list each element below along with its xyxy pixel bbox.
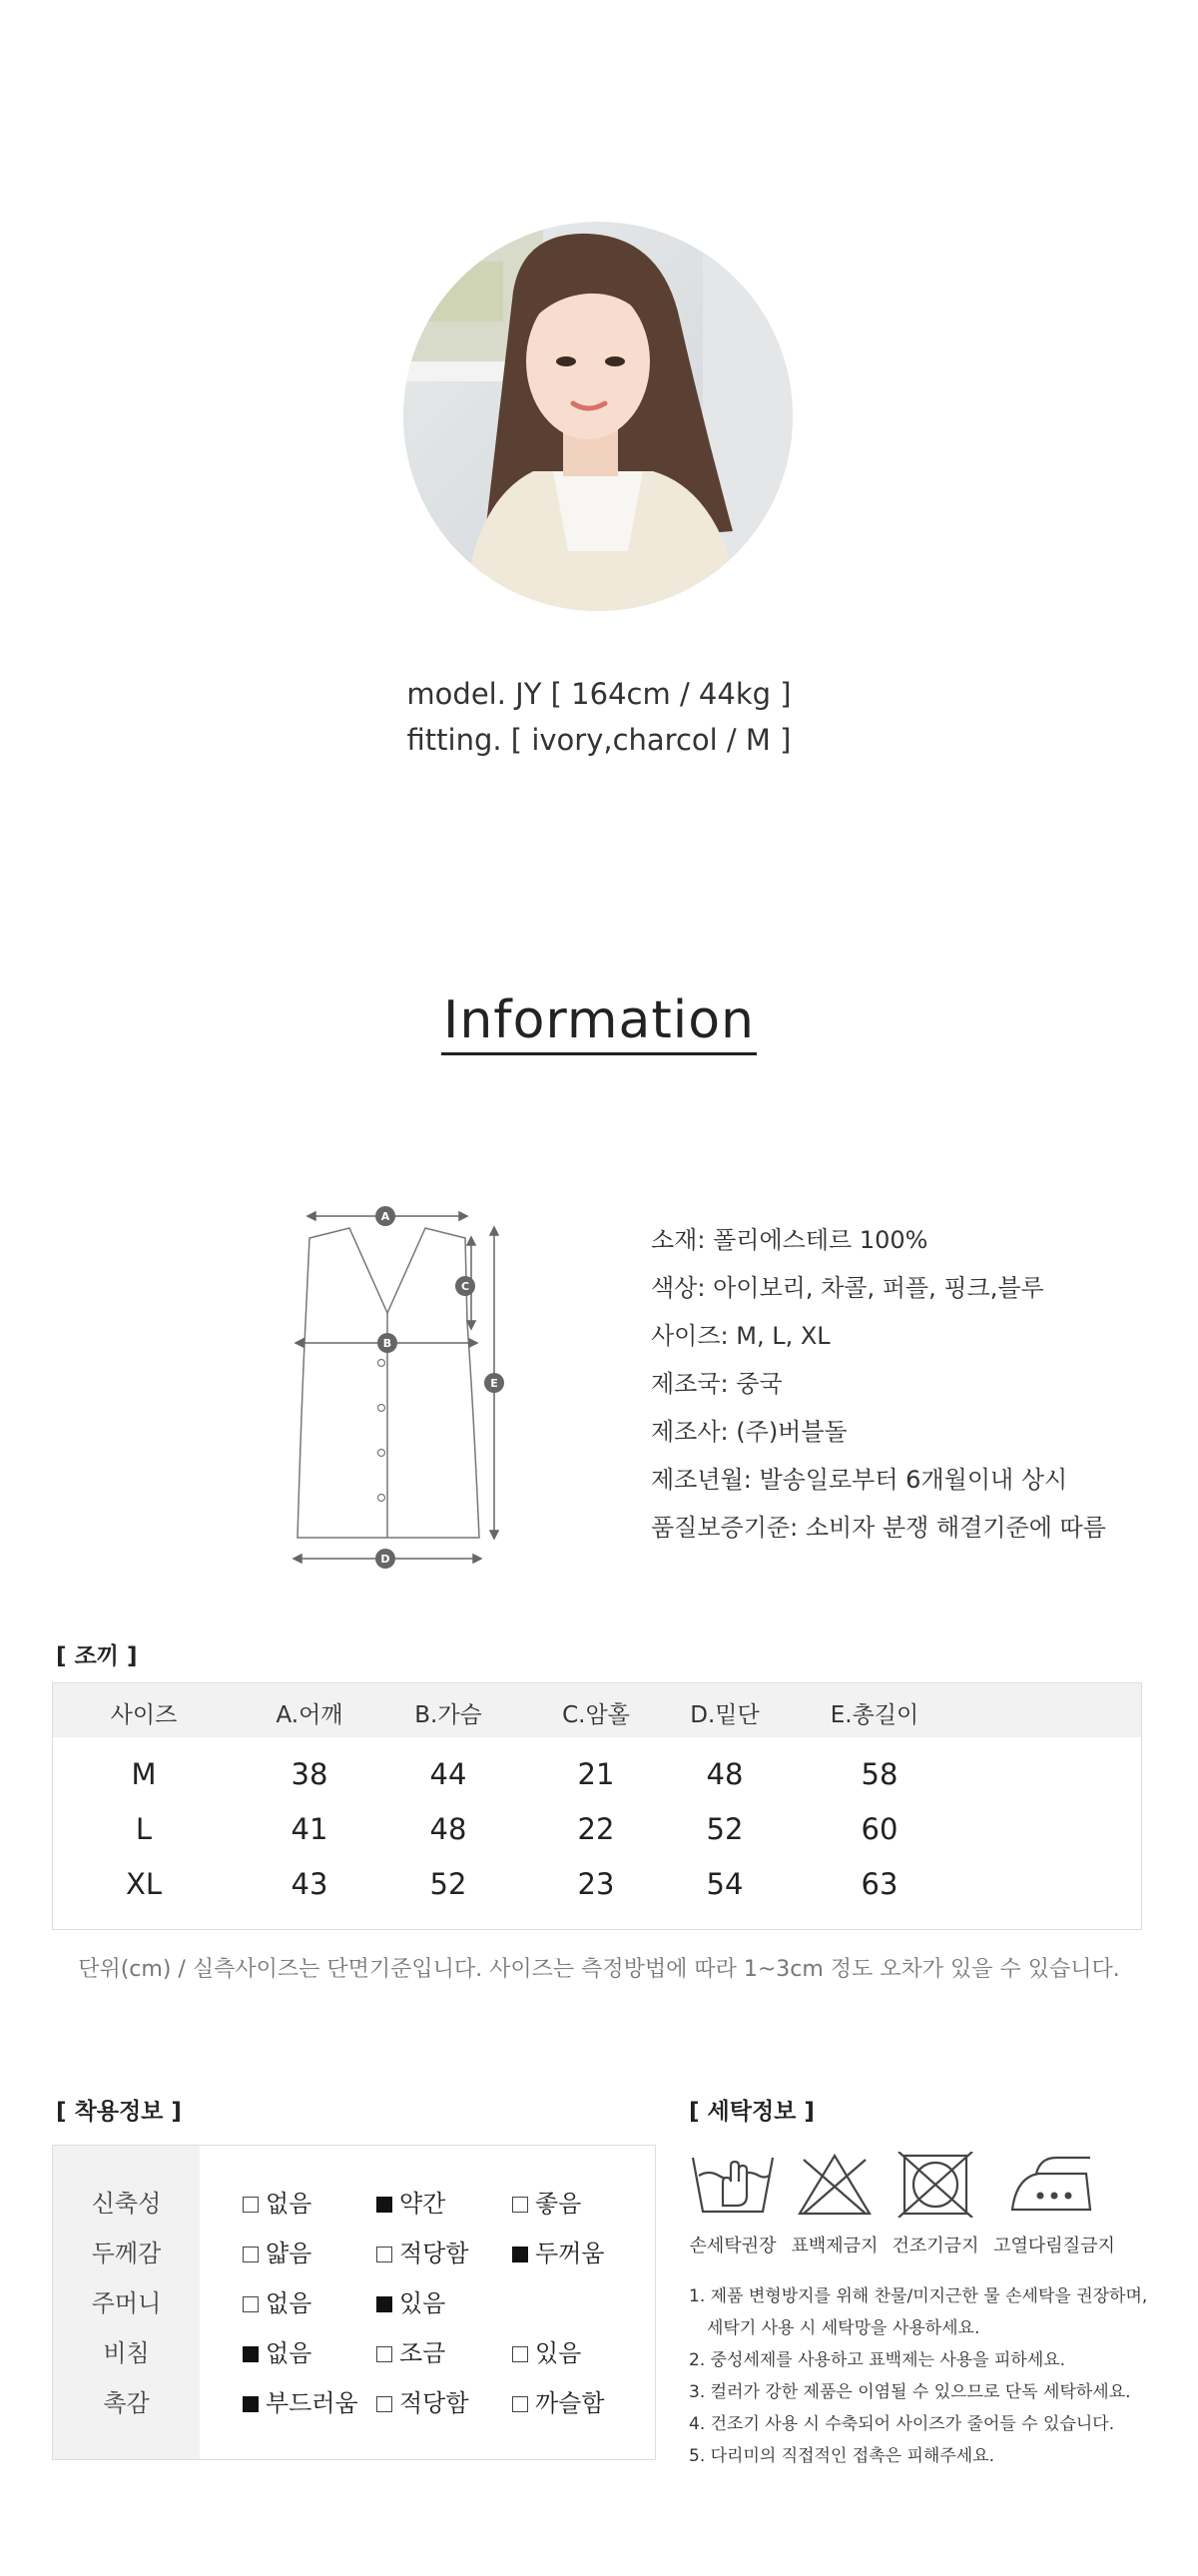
option-item: 얇음 xyxy=(243,2234,311,2268)
model-photo xyxy=(403,222,793,611)
cell-total-length: 58 xyxy=(861,1757,898,1791)
checkbox-icon xyxy=(512,2197,528,2213)
spec-size: 사이즈: M, L, XL xyxy=(651,1322,831,1350)
care-note-3: 3. 컬러가 강한 제품은 이염될 수 있으므로 단독 세탁하세요. xyxy=(689,2382,1131,2402)
mark-a-label: A xyxy=(380,1210,390,1223)
cell-total-length: 63 xyxy=(861,1867,898,1901)
option-item: 있음 xyxy=(512,2333,581,2368)
header-total-length: E.총길이 xyxy=(830,1702,919,1728)
checkbox-icon xyxy=(376,2346,392,2362)
hand-wash-icon xyxy=(689,2152,777,2218)
cell-size: M xyxy=(131,1757,157,1791)
fitting-info: fitting. [ ivory,charcol / M ] xyxy=(406,723,792,757)
option-item: 적당함 xyxy=(376,2234,469,2268)
mark-d-label: D xyxy=(380,1553,390,1566)
header-size: 사이즈 xyxy=(110,1702,178,1728)
option-item: 없음 xyxy=(243,2333,311,2368)
option-item: 없음 xyxy=(243,2283,311,2318)
option-item: 조금 xyxy=(376,2333,445,2368)
vest-measurement-diagram xyxy=(290,1203,519,1573)
care-label-no-bleach: 표백제금지 xyxy=(791,2236,879,2256)
mark-b-label: B xyxy=(382,1337,392,1350)
wear-info-table xyxy=(52,2145,656,2460)
cell-hem: 48 xyxy=(706,1757,744,1791)
spec-material: 소재: 폴리에스테르 100% xyxy=(651,1226,928,1254)
model-portrait-image xyxy=(403,222,793,611)
care-label-no-hot-iron: 고열다림질금지 xyxy=(993,2236,1115,2256)
checkbox-icon xyxy=(512,2346,528,2362)
cell-armhole: 23 xyxy=(577,1867,615,1901)
cell-chest: 52 xyxy=(429,1867,467,1901)
option-item: 없음 xyxy=(243,2184,311,2219)
care-note-2: 2. 중성세제를 사용하고 표백제는 사용을 피하세요. xyxy=(689,2350,1066,2370)
option-item: 적당함 xyxy=(376,2383,469,2418)
spec-manufacture-date: 제조년월: 발송일로부터 6개월이내 상시 xyxy=(651,1466,1068,1494)
no-high-heat-iron-icon xyxy=(1006,2152,1096,2218)
option-item: 좋음 xyxy=(512,2184,581,2219)
wear-label-pocket: 주머니 xyxy=(91,2289,162,2317)
mark-e-label: E xyxy=(490,1377,498,1390)
spec-quality-standard: 품질보증기준: 소비자 분쟁 해결기준에 따름 xyxy=(651,1514,1106,1542)
care-info-title: [ 세탁정보 ] xyxy=(689,2099,815,2125)
care-note-4: 4. 건조기 사용 시 수축되어 사이즈가 줄어들 수 있습니다. xyxy=(689,2414,1115,2434)
cell-size: XL xyxy=(125,1867,163,1901)
header-shoulder: A.어깨 xyxy=(276,1702,343,1728)
information-heading: Information xyxy=(0,990,1198,1050)
cell-armhole: 21 xyxy=(577,1757,615,1791)
wear-label-stretch: 신축성 xyxy=(91,2190,162,2218)
care-note-5: 5. 다리미의 직접적인 접촉은 피해주세요. xyxy=(689,2446,994,2466)
spec-manufacturer: 제조사: (주)버블돌 xyxy=(651,1418,848,1446)
care-note-1: 1. 제품 변형방지를 위해 찬물/미지근한 물 손세탁을 권장하며, xyxy=(689,2286,1148,2306)
no-tumble-dry-icon xyxy=(897,2152,974,2218)
care-label-no-dryer: 건조기금지 xyxy=(892,2236,979,2256)
cell-chest: 44 xyxy=(429,1757,467,1791)
cell-hem: 54 xyxy=(706,1867,744,1901)
checkbox-icon xyxy=(243,2197,259,2213)
cell-chest: 48 xyxy=(429,1812,467,1846)
care-label-hand-wash: 손세탁권장 xyxy=(689,2236,777,2256)
care-note-1-cont: 세탁기 사용 시 세탁망을 사용하세요. xyxy=(707,2318,980,2338)
option-item: 두꺼움 xyxy=(512,2234,605,2268)
checkbox-icon xyxy=(243,2247,259,2262)
option-item: 부드러움 xyxy=(243,2383,358,2418)
checkbox-checked-icon xyxy=(243,2396,259,2412)
wear-label-thickness: 두께감 xyxy=(91,2240,162,2267)
header-chest: B.가슴 xyxy=(414,1702,482,1728)
checkbox-checked-icon xyxy=(512,2247,528,2262)
cell-hem: 52 xyxy=(706,1812,744,1846)
mark-c-label: C xyxy=(460,1280,470,1293)
wear-info-title: [ 착용정보 ] xyxy=(56,2099,182,2125)
cell-shoulder: 43 xyxy=(291,1867,328,1901)
cell-total-length: 60 xyxy=(861,1812,898,1846)
checkbox-icon xyxy=(512,2396,528,2412)
wear-label-sheerness: 비침 xyxy=(103,2339,150,2367)
spec-color: 색상: 아이보리, 차콜, 퍼플, 핑크,블루 xyxy=(651,1274,1044,1302)
size-table xyxy=(52,1682,1142,1930)
header-hem: D.밑단 xyxy=(690,1702,760,1728)
cell-size: L xyxy=(135,1812,153,1846)
size-note: 단위(cm) / 실측사이즈는 단면기준입니다. 사이즈는 측정방법에 따라 1~3cm 정도 오차가 있을 수 있습니다. xyxy=(78,1957,1120,1982)
option-item: 있음 xyxy=(376,2283,445,2318)
option-item: 약간 xyxy=(376,2184,445,2219)
spec-country: 제조국: 중국 xyxy=(651,1370,783,1398)
checkbox-icon xyxy=(376,2247,392,2262)
no-bleach-icon xyxy=(796,2152,874,2218)
model-info: model. JY [ 164cm / 44kg ] xyxy=(406,677,792,711)
cell-shoulder: 38 xyxy=(291,1757,328,1791)
size-section-title: [ 조끼 ] xyxy=(56,1643,138,1669)
header-armhole: C.암홀 xyxy=(562,1702,630,1728)
option-item: 까슬함 xyxy=(512,2383,605,2418)
cell-armhole: 22 xyxy=(577,1812,615,1846)
checkbox-icon xyxy=(376,2396,392,2412)
checkbox-checked-icon xyxy=(243,2346,259,2362)
checkbox-icon xyxy=(243,2296,259,2312)
checkbox-checked-icon xyxy=(376,2296,392,2312)
checkbox-checked-icon xyxy=(376,2197,392,2213)
cell-shoulder: 41 xyxy=(291,1812,328,1846)
wear-label-texture: 촉감 xyxy=(103,2389,150,2417)
size-table-header xyxy=(53,1683,1141,1737)
